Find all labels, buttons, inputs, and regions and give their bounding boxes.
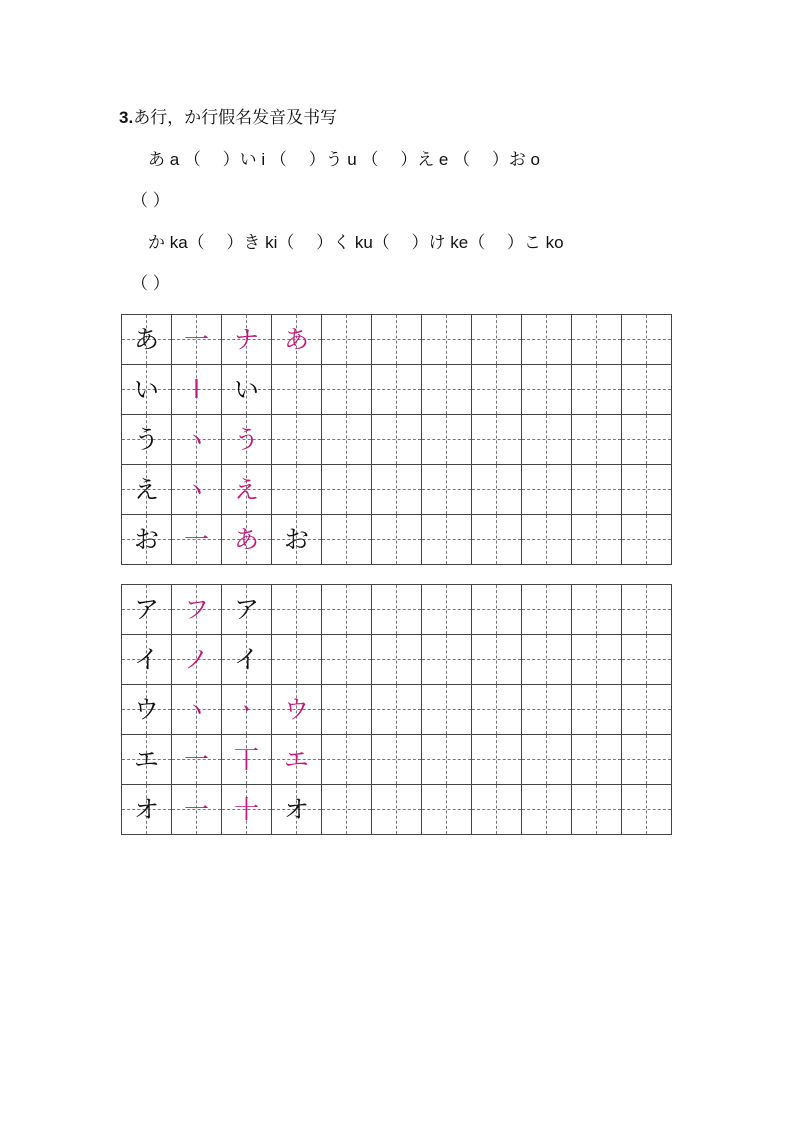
hiragana-model-char: う xyxy=(133,425,159,454)
katakana-cell[interactable] xyxy=(272,735,322,785)
hiragana-stroke-step: あ xyxy=(233,525,259,554)
hiragana-cell[interactable] xyxy=(522,415,572,465)
katakana-cell[interactable] xyxy=(422,735,472,785)
katakana-cell[interactable] xyxy=(522,585,572,635)
katakana-stroke-step: ヽ xyxy=(183,695,209,724)
katakana-cell[interactable] xyxy=(322,735,372,785)
katakana-cell[interactable] xyxy=(622,635,672,685)
hiragana-cell[interactable] xyxy=(372,365,422,415)
katakana-stroke-step: ア xyxy=(233,595,259,624)
katakana-cell[interactable] xyxy=(522,635,572,685)
katakana-cell[interactable] xyxy=(322,585,372,635)
katakana-cell[interactable] xyxy=(572,735,622,785)
a-row-pronunciation-line2: （ ） xyxy=(131,191,170,210)
katakana-stroke-step: エ xyxy=(283,745,309,774)
katakana-model-char: ウ xyxy=(133,695,159,724)
hiragana-stroke-step: ヽ xyxy=(183,475,209,504)
hiragana-cell[interactable] xyxy=(522,365,572,415)
hiragana-cell[interactable] xyxy=(322,515,372,565)
katakana-cell[interactable] xyxy=(222,635,272,685)
katakana-model-char: エ xyxy=(133,745,159,774)
katakana-stroke-step: 一 xyxy=(183,795,209,824)
katakana-stroke-step: ㆍ xyxy=(234,695,259,724)
katakana-stroke-step: ノ xyxy=(183,645,209,674)
hiragana-cell[interactable] xyxy=(572,365,622,415)
hiragana-stroke-step: 一 xyxy=(183,525,209,554)
katakana-practice-grid xyxy=(121,584,672,835)
hiragana-cell[interactable] xyxy=(272,515,322,565)
katakana-cell[interactable] xyxy=(422,685,472,735)
hiragana-cell[interactable] xyxy=(322,365,372,415)
katakana-stroke-step: イ xyxy=(233,645,259,674)
katakana-cell[interactable] xyxy=(222,735,272,785)
katakana-cell[interactable] xyxy=(372,785,422,835)
katakana-cell[interactable] xyxy=(472,735,522,785)
hiragana-cell[interactable] xyxy=(572,465,622,515)
hiragana-stroke-step: あ xyxy=(283,325,309,354)
hiragana-cell[interactable] xyxy=(122,415,172,465)
hiragana-cell[interactable] xyxy=(522,515,572,565)
hiragana-cell[interactable] xyxy=(622,515,672,565)
hiragana-cell[interactable] xyxy=(622,465,672,515)
hiragana-model-char: お xyxy=(133,525,159,554)
hiragana-cell[interactable] xyxy=(422,365,472,415)
hiragana-stroke-step: え xyxy=(233,475,259,504)
hiragana-cell[interactable] xyxy=(272,315,322,365)
hiragana-cell[interactable] xyxy=(622,315,672,365)
hiragana-cell[interactable] xyxy=(222,415,272,465)
katakana-cell[interactable] xyxy=(222,585,272,635)
hiragana-cell[interactable] xyxy=(472,365,522,415)
hiragana-model-char: い xyxy=(133,375,159,404)
ka-row-pronunciation-line1: か ka（ ）き ki（ ）く ku（ ）け ke（ ）こ ko xyxy=(131,233,564,252)
hiragana-cell[interactable] xyxy=(172,515,222,565)
katakana-cell[interactable] xyxy=(522,785,572,835)
katakana-cell[interactable] xyxy=(622,685,672,735)
hiragana-practice-grid xyxy=(121,314,672,565)
katakana-cell[interactable] xyxy=(172,735,222,785)
katakana-cell[interactable] xyxy=(322,685,372,735)
katakana-cell[interactable] xyxy=(422,635,472,685)
katakana-model-char: イ xyxy=(133,645,159,674)
katakana-cell[interactable] xyxy=(372,585,422,635)
katakana-cell[interactable] xyxy=(172,685,222,735)
hiragana-cell[interactable] xyxy=(572,515,622,565)
katakana-cell[interactable] xyxy=(122,785,172,835)
ka-row-pronunciation-line2: （ ） xyxy=(131,274,170,293)
hiragana-cell[interactable] xyxy=(472,465,522,515)
hiragana-cell[interactable] xyxy=(472,515,522,565)
hiragana-cell[interactable] xyxy=(572,315,622,365)
hiragana-cell[interactable] xyxy=(572,415,622,465)
katakana-stroke-step: フ xyxy=(183,595,209,624)
katakana-cell[interactable] xyxy=(572,685,622,735)
katakana-cell[interactable] xyxy=(222,785,272,835)
katakana-cell[interactable] xyxy=(422,785,472,835)
hiragana-cell[interactable] xyxy=(422,415,472,465)
katakana-cell[interactable] xyxy=(622,735,672,785)
katakana-cell[interactable] xyxy=(222,685,272,735)
katakana-cell[interactable] xyxy=(572,585,622,635)
hiragana-cell[interactable] xyxy=(522,315,572,365)
hiragana-cell[interactable] xyxy=(122,315,172,365)
katakana-cell[interactable] xyxy=(372,635,422,685)
exercise-number: 3. xyxy=(119,108,134,127)
hiragana-cell[interactable] xyxy=(422,515,472,565)
hiragana-cell[interactable] xyxy=(272,415,322,465)
hiragana-cell[interactable] xyxy=(472,415,522,465)
hiragana-cell[interactable] xyxy=(272,465,322,515)
katakana-cell[interactable] xyxy=(122,635,172,685)
katakana-cell[interactable] xyxy=(572,785,622,835)
hiragana-stroke-step: 一 xyxy=(183,325,209,354)
katakana-cell[interactable] xyxy=(422,585,472,635)
hiragana-cell[interactable] xyxy=(322,465,372,515)
hiragana-cell[interactable] xyxy=(322,415,372,465)
hiragana-cell[interactable] xyxy=(272,365,322,415)
katakana-cell[interactable] xyxy=(622,585,672,635)
katakana-cell[interactable] xyxy=(322,635,372,685)
katakana-cell[interactable] xyxy=(272,635,322,685)
hiragana-cell[interactable] xyxy=(372,465,422,515)
hiragana-cell[interactable] xyxy=(172,415,222,465)
hiragana-cell[interactable] xyxy=(222,365,272,415)
hiragana-stroke-step: い xyxy=(233,375,259,404)
katakana-stroke-step: ウ xyxy=(283,695,309,724)
hiragana-cell[interactable] xyxy=(622,415,672,465)
hiragana-stroke-step: う xyxy=(233,425,259,454)
hiragana-cell[interactable] xyxy=(172,365,222,415)
katakana-stroke-step: 十 xyxy=(233,795,259,824)
hiragana-cell[interactable] xyxy=(122,365,172,415)
katakana-stroke-step: 一 xyxy=(183,745,209,774)
hiragana-cell[interactable] xyxy=(222,315,272,365)
hiragana-cell[interactable] xyxy=(372,515,422,565)
katakana-cell[interactable] xyxy=(372,735,422,785)
katakana-model-char: ア xyxy=(133,595,159,624)
exercise-title: あ行，か行假名发音及书写 xyxy=(133,108,338,128)
katakana-cell[interactable] xyxy=(472,635,522,685)
a-row-pronunciation-line1: あ a （ ）い i （ ）う u （ ）え e （ ）お o xyxy=(131,150,540,169)
hiragana-model-char: あ xyxy=(133,325,159,354)
katakana-stroke-step: 丅 xyxy=(233,745,259,774)
katakana-cell[interactable] xyxy=(372,685,422,735)
hiragana-cell[interactable] xyxy=(372,315,422,365)
katakana-cell[interactable] xyxy=(472,785,522,835)
katakana-stroke-step: オ xyxy=(283,795,309,824)
katakana-cell[interactable] xyxy=(322,785,372,835)
katakana-cell[interactable] xyxy=(472,685,522,735)
katakana-cell[interactable] xyxy=(122,735,172,785)
hiragana-cell[interactable] xyxy=(522,465,572,515)
hiragana-cell[interactable] xyxy=(222,515,272,565)
exercise-heading xyxy=(119,106,337,130)
katakana-cell[interactable] xyxy=(472,585,522,635)
katakana-cell[interactable] xyxy=(122,585,172,635)
hiragana-cell[interactable] xyxy=(222,465,272,515)
hiragana-model-char: え xyxy=(133,475,159,504)
katakana-cell[interactable] xyxy=(522,685,572,735)
hiragana-cell[interactable] xyxy=(422,315,472,365)
katakana-cell[interactable] xyxy=(172,785,222,835)
katakana-cell[interactable] xyxy=(272,685,322,735)
hiragana-stroke-step: ナ xyxy=(233,325,259,354)
hiragana-cell[interactable] xyxy=(172,315,222,365)
hiragana-stroke-step: ヽ xyxy=(183,425,209,454)
hiragana-cell[interactable] xyxy=(122,515,172,565)
hiragana-cell[interactable] xyxy=(322,315,372,365)
katakana-model-char: オ xyxy=(133,795,159,824)
katakana-cell[interactable] xyxy=(272,585,322,635)
hiragana-stroke-step: お xyxy=(283,525,309,554)
hiragana-cell[interactable] xyxy=(422,465,472,515)
katakana-cell[interactable] xyxy=(172,585,222,635)
hiragana-cell[interactable] xyxy=(622,365,672,415)
hiragana-stroke-step: l xyxy=(193,375,200,404)
katakana-cell[interactable] xyxy=(122,685,172,735)
katakana-cell[interactable] xyxy=(272,785,322,835)
katakana-cell[interactable] xyxy=(572,635,622,685)
katakana-cell[interactable] xyxy=(522,735,572,785)
hiragana-cell[interactable] xyxy=(172,465,222,515)
hiragana-cell[interactable] xyxy=(122,465,172,515)
hiragana-cell[interactable] xyxy=(372,415,422,465)
katakana-cell[interactable] xyxy=(172,635,222,685)
hiragana-cell[interactable] xyxy=(472,315,522,365)
katakana-cell[interactable] xyxy=(622,785,672,835)
